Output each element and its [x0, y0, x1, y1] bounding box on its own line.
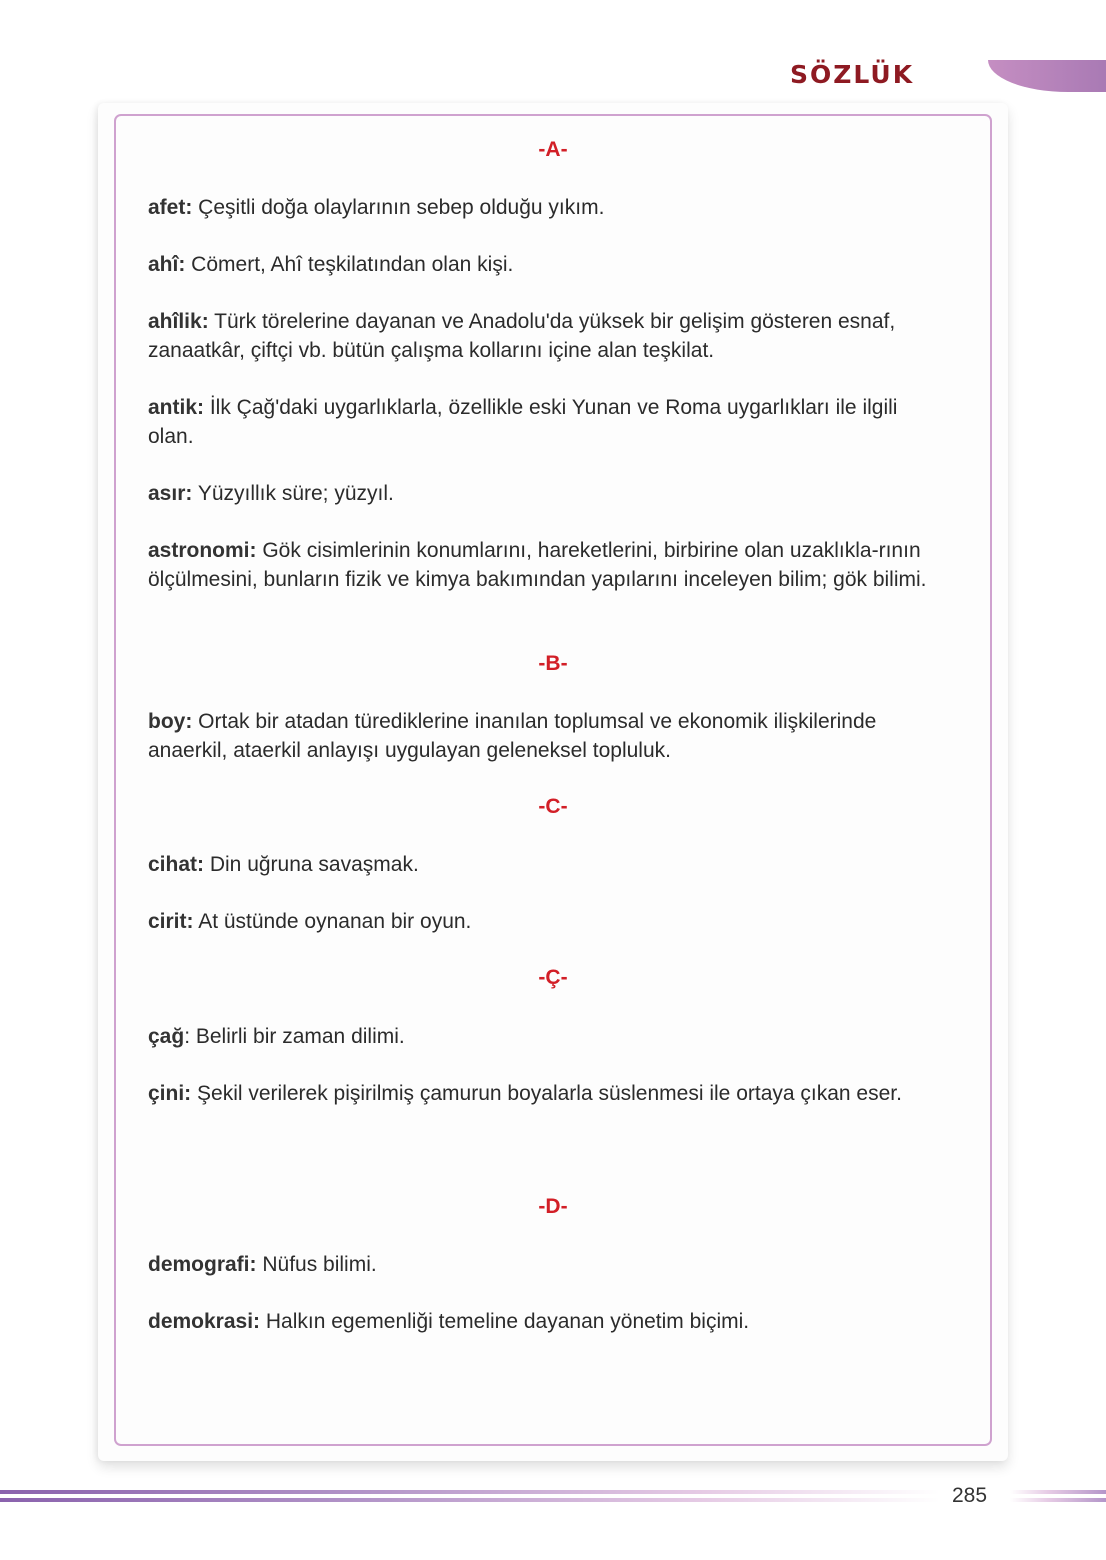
footer-stripe-left-top: [0, 1490, 940, 1494]
entry-definition: Şekil verilerek pişirilmiş çamurun boyalarla süslenmesi ile ortaya çıkan eser.: [191, 1082, 902, 1105]
entry-term: ahîlik:: [148, 310, 209, 333]
glossary-entry: [148, 394, 948, 451]
entry-definition: Yüzyıllık süre; yüzyıl.: [192, 482, 394, 505]
glossary-entry: [148, 480, 948, 509]
glossary-entry: [148, 908, 948, 937]
entry-definition: Ortak bir atadan türediklerine inanılan toplumsal ve ekonomik ilişkilerinde anaerkil, ataerkil anlayışı uygulayan geleneksel topluluk.: [148, 710, 877, 762]
section-letter-c: -C-: [538, 795, 568, 818]
glossary-entry: [148, 851, 948, 880]
footer-stripe-left-bottom: [0, 1498, 940, 1502]
header-decoration-tab: [988, 60, 1106, 92]
entry-definition: At üstünde oynanan bir oyun.: [193, 910, 472, 933]
glossary-entry: [148, 251, 948, 280]
entry-term: asır:: [148, 482, 193, 505]
entry-term: ahî:: [148, 253, 186, 276]
entry-definition: Halkın egemenliği temeline dayanan yönetim biçimi.: [260, 1310, 750, 1333]
entry-term: çini:: [148, 1082, 192, 1105]
entry-term: çağ: [148, 1025, 185, 1048]
entry-term: antik:: [148, 396, 205, 419]
entry-definition: Nüfus bilimi.: [256, 1253, 377, 1276]
entry-term: demografi:: [148, 1253, 257, 1276]
entry-term: cihat:: [148, 853, 205, 876]
glossary-entry: [148, 1023, 948, 1052]
entry-definition: İlk Çağ'daki uygarlıklarla, özellikle eski Yunan ve Roma uygarlıkları ile ilgili olan.: [148, 396, 898, 448]
page-number: 285: [952, 1484, 988, 1507]
glossary-entry: [148, 194, 948, 223]
section-letter-b: -B-: [538, 652, 568, 675]
glossary-entry: [148, 708, 948, 765]
entry-term: demokrasi:: [148, 1310, 261, 1333]
footer-stripe-right-top: [1010, 1490, 1106, 1494]
entry-term: astronomi:: [148, 539, 257, 562]
glossary-entry: [148, 308, 948, 365]
glossary-entry: [148, 537, 948, 594]
glossary-entry: [148, 1251, 948, 1280]
entry-definition: Gök cisimlerinin konumlarını, hareketlerini, birbirine olan uzaklıkla-rının ölçülmesini, bunların fizik ve kimya bakımından yapılarını inceleyen bilim; gök bilimi.: [148, 539, 927, 591]
page-title: SÖZLÜK: [790, 60, 915, 89]
entry-definition: Cömert, Ahî teşkilatından olan kişi.: [185, 253, 514, 276]
entry-definition: : Belirli bir zaman dilimi.: [184, 1025, 405, 1048]
entry-definition: Din uğruna savaşmak.: [204, 853, 419, 876]
glossary-entry: [148, 1308, 948, 1337]
section-letter-d: -D-: [538, 1195, 568, 1218]
entry-term: cirit:: [148, 910, 194, 933]
entry-term: afet:: [148, 196, 193, 219]
glossary-entry: [148, 1080, 948, 1109]
entry-term: boy:: [148, 710, 193, 733]
section-letter-c-cedilla: -Ç-: [538, 966, 568, 989]
footer-stripe-right-bottom: [1010, 1498, 1106, 1502]
section-letter-a: -A-: [538, 138, 568, 161]
entry-definition: Türk törelerine dayanan ve Anadolu'da yüksek bir gelişim gösteren esnaf, zanaatkâr, çiftçi vb. bütün çalışma kollarını içine alan teşkilat.: [148, 310, 896, 362]
entry-definition: Çeşitli doğa olaylarının sebep olduğu yıkım.: [192, 196, 605, 219]
